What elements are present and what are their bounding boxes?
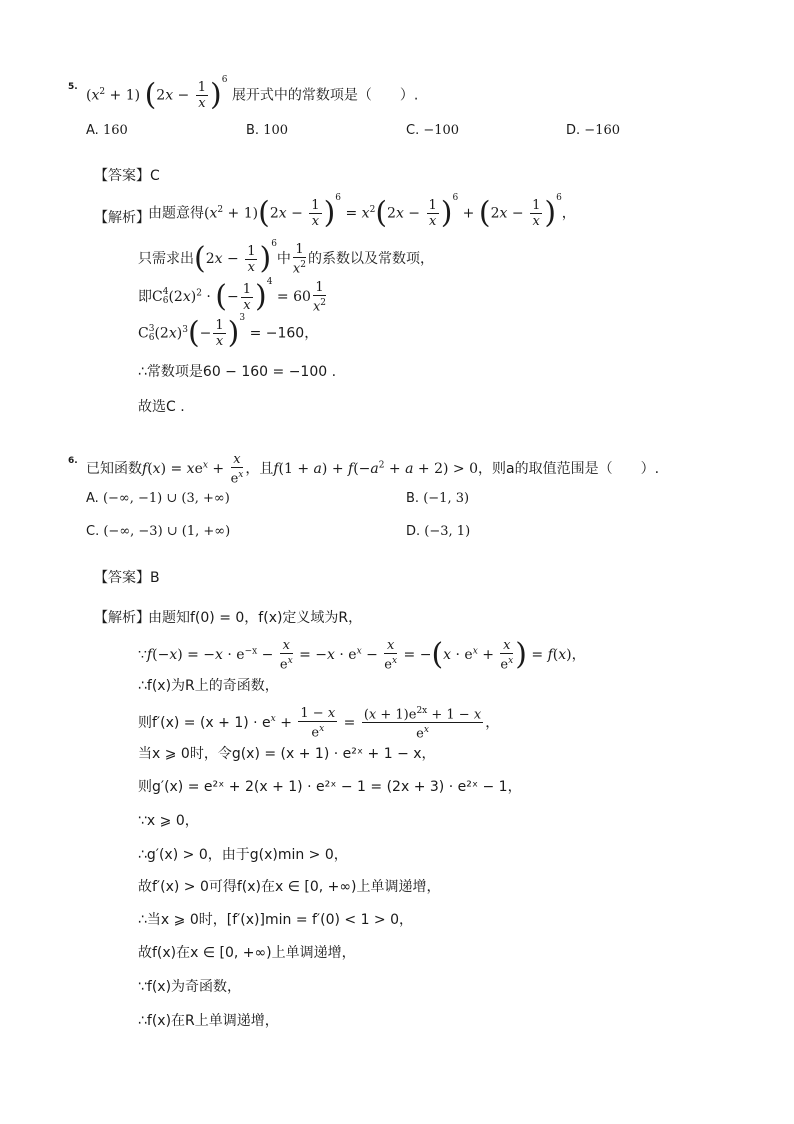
q5-option-d[interactable]	[566, 121, 620, 141]
q6-analysis-line-11: 故f(x)在x ∈ [0, +∞)上单调递增，	[138, 945, 356, 961]
text: 的系数以及常数项，	[308, 251, 434, 268]
option-label: C.	[406, 123, 420, 138]
text: ，且	[245, 461, 274, 478]
option-value: −160	[584, 123, 621, 138]
option-label: D.	[566, 123, 581, 138]
q6-analysis-line-9: 故f′(x) > 0可得f(x)在x ∈ [0, +∞)上单调递增，	[138, 879, 441, 895]
text: 中	[276, 251, 291, 268]
answer-label: 【答案】	[94, 168, 150, 184]
q5-analysis-line-5: ∴常数项是60 − 160 = −100 .	[138, 364, 337, 380]
q6-analysis-line-1: 由题知f(0) = 0，f(x)定义域为R，	[148, 610, 363, 626]
q6-analysis-line-7: ∵x ⩾ 0，	[138, 813, 199, 829]
q5-analysis-line-2: 只需求出(2x − $\frac{1}{x}$ )$^6$中 $\frac{1}{x^2}$ 的系数以及常数项，	[138, 238, 434, 277]
q5-analysis-line-3: 即C 4 6 $(2x)^2$ · (− $\frac{1}{x}$ )$^4$ = 60 $\frac{1}{x^2}$	[138, 276, 327, 315]
option-label: A.	[86, 123, 99, 138]
q5-analysis-line-6: 故选C .	[138, 399, 185, 415]
answer-value: B	[150, 570, 160, 586]
option-value: (−∞, −3) ∪ (1, +∞)	[103, 524, 231, 539]
text: ，则a的取值范围是（ ）.	[478, 461, 660, 478]
text: 由题意得	[148, 205, 204, 222]
option-value: (−1, 3)	[423, 491, 470, 506]
q6-analysis-line-6: 则g′(x) = e²ˣ + 2(x + 1) · e²ˣ − 1 = (2x + 3) · e²ˣ − 1，	[138, 779, 522, 795]
q5-analysis-label: 【解析】	[94, 210, 150, 226]
q5-option-a[interactable]	[86, 121, 128, 141]
q6-option-b[interactable]	[406, 489, 469, 509]
answer-value: C	[150, 168, 160, 184]
option-label: D.	[406, 524, 421, 539]
q6-analysis-line-10: ∴当x ⩾ 0时，[f′(x)]min = f′(0) < 1 > 0，	[138, 912, 414, 928]
q5-analysis-line-4: C 3 6 $(2x)^3(-$ $\frac{1}{x}$ )$^3$ = −160，	[138, 312, 319, 351]
text: 已知函数	[86, 461, 142, 478]
option-value: 160	[102, 123, 128, 138]
q6-analysis-line-8: ∴g′(x) > 0，由于g(x)min > 0，	[138, 847, 348, 863]
option-value: 100	[263, 123, 289, 138]
option-label: A.	[86, 491, 99, 506]
q6-analysis-line-5: 当x ⩾ 0时，令g(x) = (x + 1) · e²ˣ + 1 − x，	[138, 746, 436, 762]
q5-stem-text: 展开式中的常数项是（ ）.	[231, 87, 419, 104]
q6-analysis-line-2: ∵f(−x) = $-x \cdot e^{-x}$ − $\frac{x}{e^x}$ = $-x \cdot e^x$ − $\frac{x}{e^x}$ = $-(x \cdot e^x$ + $\frac{x}{e^x}$ ) = f(x)，	[138, 637, 586, 673]
q6-stem: 已知函数$f(x) = xe^x$ + $\frac{x}{e^x}$ ，且$f(1 + a) + f(-a^2 + a + 2) > 0$，则a的取值范围是（ ）.	[86, 452, 660, 487]
q6-option-c[interactable]	[86, 522, 230, 542]
q5-analysis-line-1: 由题意得$(x^2 + 1)(2x$ − $\frac{1}{x}$ )$^6 = x^2(2x$ − $\frac{1}{x}$ )$^6$ + (2x − $\frac{1}{x}$ )$^6$，	[148, 192, 576, 231]
q6-option-d[interactable]	[406, 522, 470, 542]
text: 则f′(x) = (x + 1) · e	[138, 714, 271, 731]
text: 即	[138, 289, 152, 306]
option-label: B.	[246, 123, 260, 138]
q5-answer	[94, 166, 160, 186]
q6-option-a[interactable]	[86, 489, 230, 509]
q6-answer	[94, 568, 160, 588]
q6-analysis-line-4: 则$f'(x) = (x + 1) \cdot e^x$ + $\frac{1 - x}{e^x}$ = $\frac{(x + 1)e^{2x} + 1 - x}{e^x}$ ，	[138, 705, 500, 742]
q6-analysis-line-3: ∴f(x)为R上的奇函数，	[138, 678, 279, 694]
q5-option-b[interactable]	[246, 121, 288, 141]
option-value: (−∞, −1) ∪ (3, +∞)	[102, 491, 230, 506]
q5-stem: $(x^2 + 1) (2x$ − $\frac{1}{x}$ )$^6$ 展开式中的常数项是（ ）.	[86, 74, 419, 113]
text: = −160，	[249, 325, 319, 342]
answer-label: 【答案】	[94, 570, 150, 586]
option-label: B.	[406, 491, 420, 506]
option-value: −100	[423, 123, 460, 138]
q6-analysis-line-12: ∵f(x)为奇函数，	[138, 979, 242, 995]
text: 只需求出	[138, 251, 194, 268]
question-number-6: 6.	[68, 456, 78, 466]
option-label: C.	[86, 524, 100, 539]
option-value: (−3, 1)	[424, 524, 471, 539]
q6-analysis-label: 【解析】	[94, 610, 150, 626]
question-number-5: 5.	[68, 82, 78, 92]
q6-analysis-line-13: ∴f(x)在R上单调递增，	[138, 1013, 279, 1029]
q5-option-c[interactable]	[406, 121, 459, 141]
